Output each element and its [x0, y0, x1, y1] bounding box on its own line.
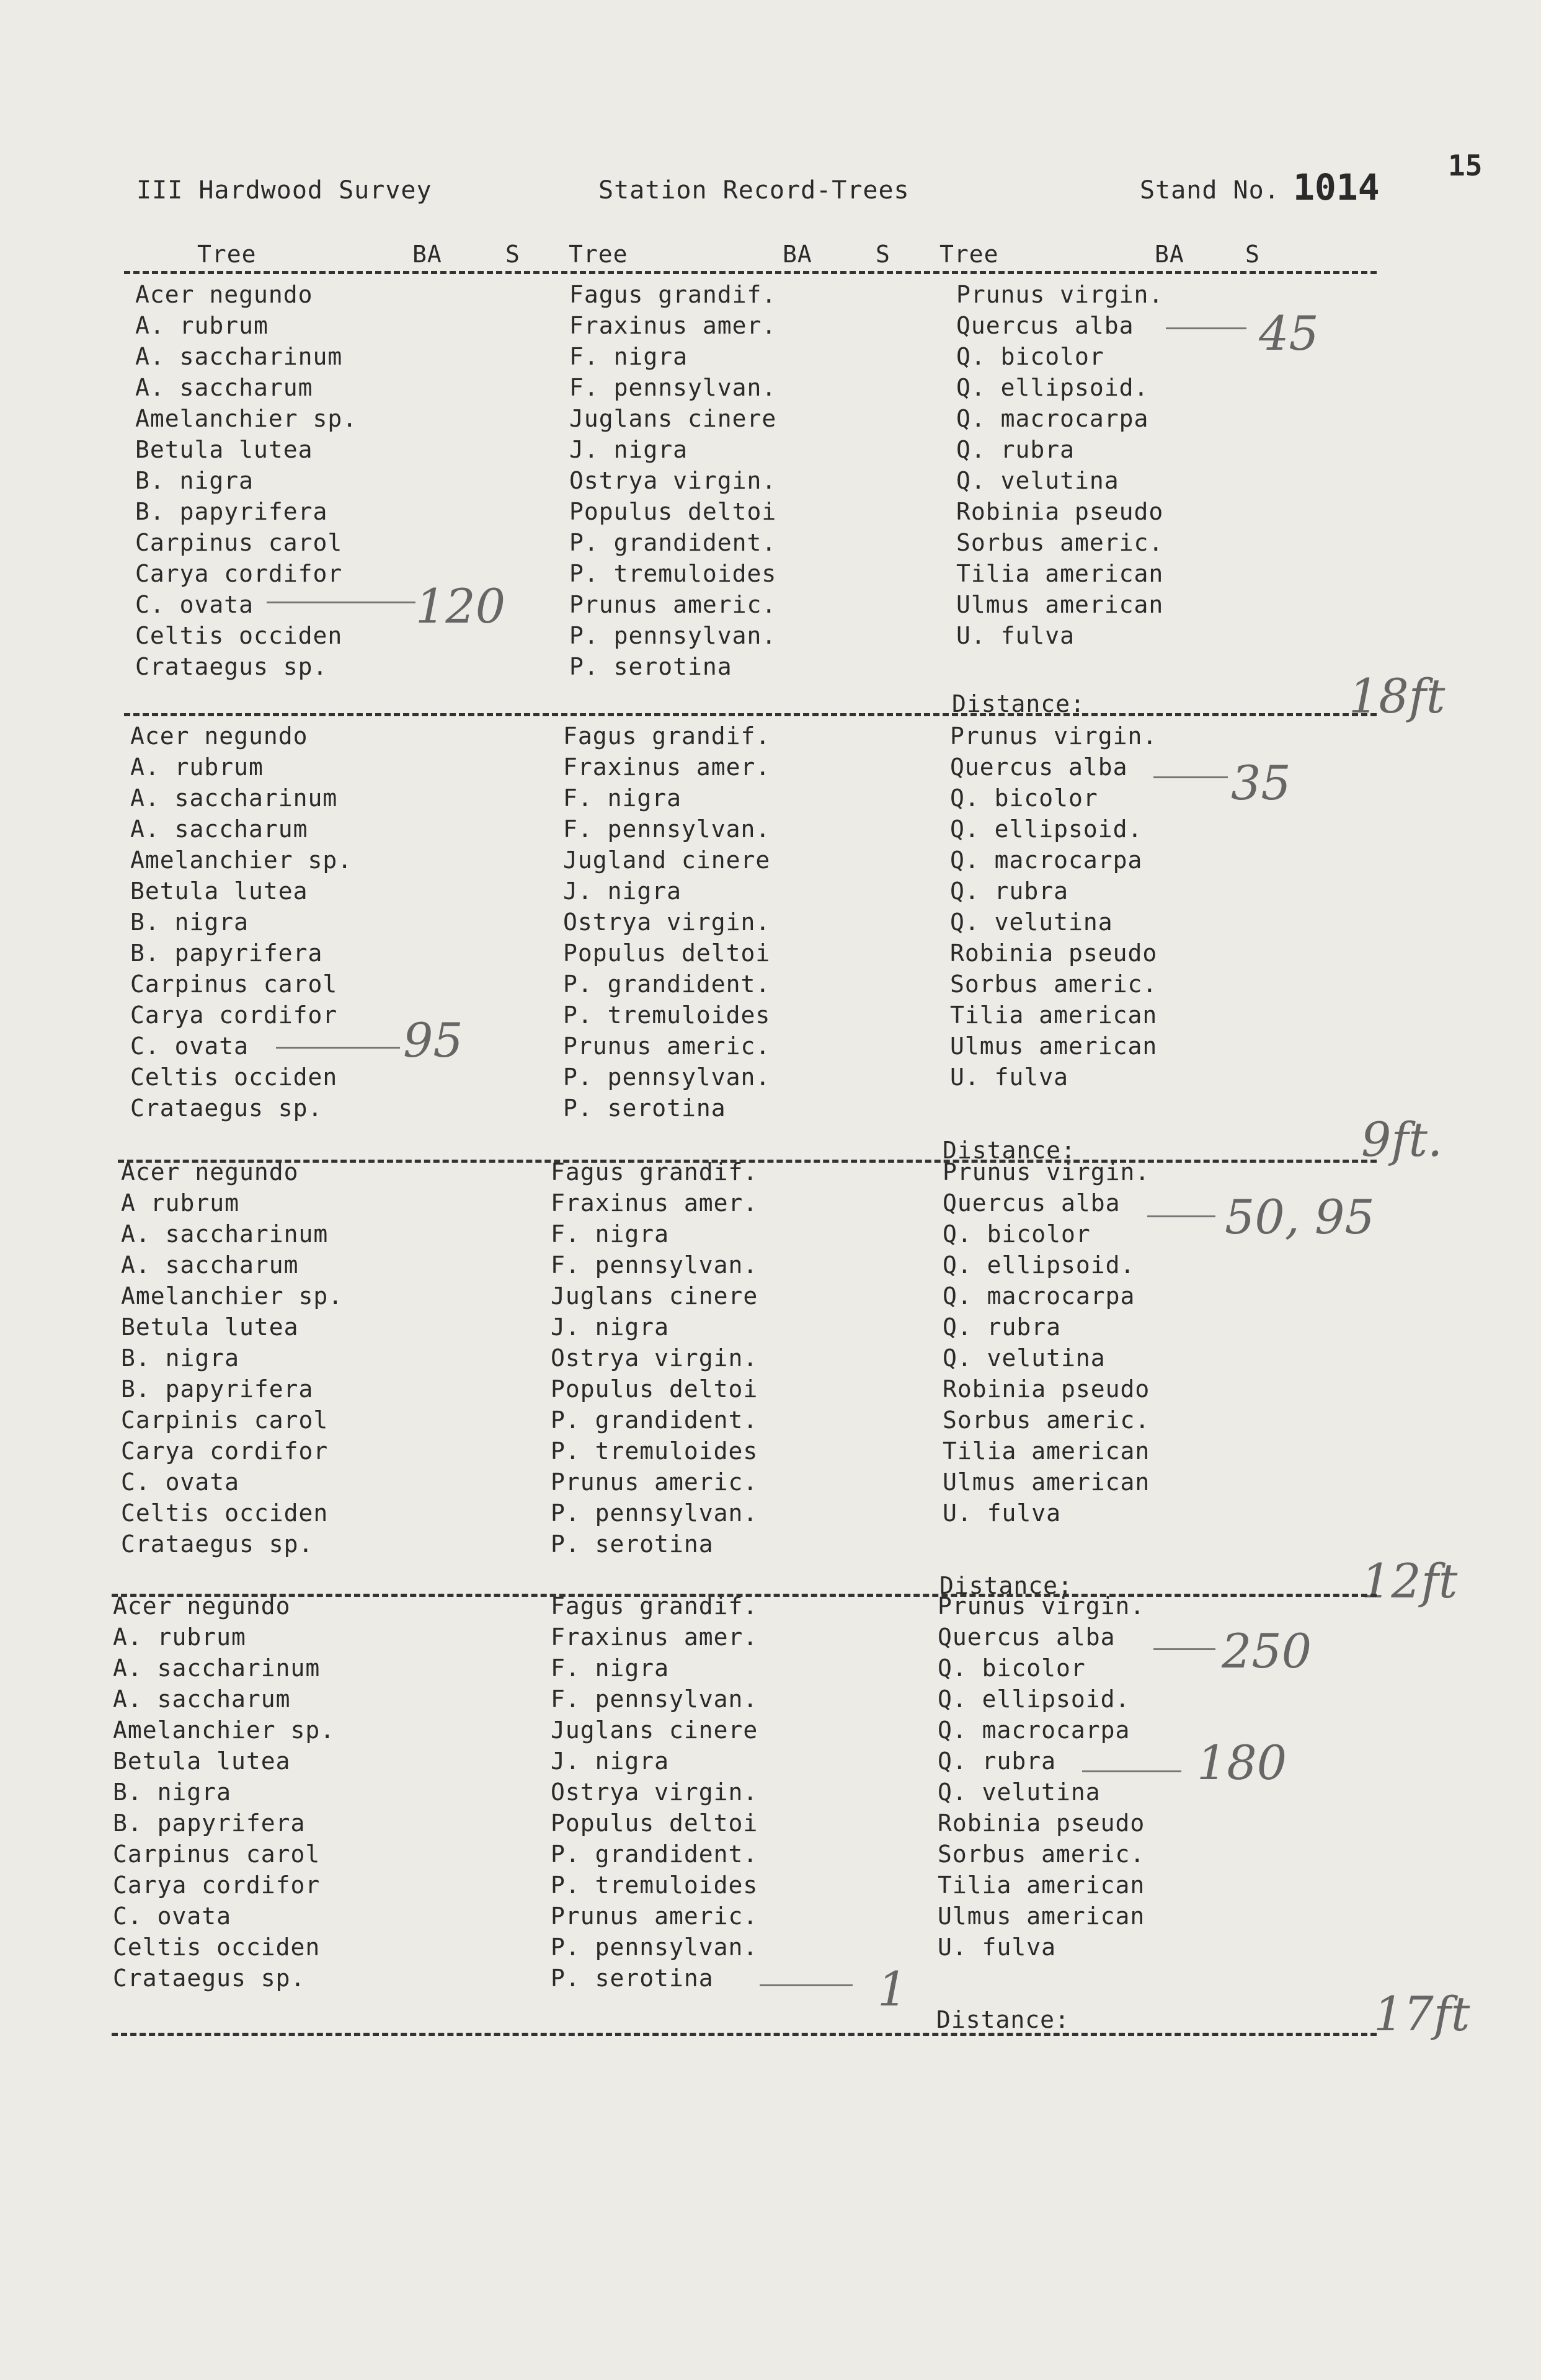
distance-label: Distance: — [952, 690, 1085, 717]
species-entry: Q. velutina — [950, 908, 1113, 936]
species-entry: Sorbus americ. — [956, 529, 1164, 556]
handwritten-value: 120 — [415, 579, 506, 634]
species-entry: Amelanchier sp. — [135, 405, 358, 432]
species-entry: P. pennsylvan. — [563, 1063, 771, 1091]
station-separator — [118, 1160, 1377, 1163]
distance-value: 17ft — [1374, 1986, 1470, 2041]
col1-tree-header: Tree — [197, 241, 257, 268]
species-entry: P. serotina — [563, 1095, 726, 1122]
col3-ba-header: BA — [1155, 241, 1184, 268]
annotation-line — [267, 602, 415, 603]
species-entry: Amelanchier sp. — [121, 1282, 344, 1310]
species-entry: J. nigra — [563, 877, 682, 905]
species-entry: Q. rubra — [943, 1313, 1062, 1341]
species-entry: F. nigra — [551, 1220, 670, 1248]
species-entry: Q. ellipsoid. — [938, 1685, 1130, 1713]
species-entry: F. pennsylvan. — [563, 815, 771, 843]
species-entry: B. papyrifera — [121, 1375, 314, 1403]
species-entry: U. fulva — [943, 1499, 1062, 1527]
species-entry: Populus deltoi — [551, 1375, 758, 1403]
handwritten-value: 50, 95 — [1225, 1189, 1375, 1245]
species-entry: Q. bicolor — [943, 1220, 1091, 1248]
record-title: Station Record-Trees — [598, 176, 910, 205]
species-entry: P. grandident. — [563, 970, 771, 998]
species-entry: Betula lutea — [121, 1313, 299, 1341]
species-entry: Ulmus american — [943, 1468, 1150, 1496]
station-separator — [124, 713, 1377, 716]
species-entry: Q. ellipsoid. — [943, 1251, 1135, 1279]
stand-number-overprint: 15 — [1448, 149, 1483, 182]
species-entry: Carya cordifor — [121, 1437, 329, 1465]
species-entry: Robinia pseudo — [938, 1809, 1145, 1837]
col1-s-header: S — [505, 241, 520, 268]
species-entry: Q. macrocarpa — [956, 405, 1149, 432]
distance-label: Distance: — [936, 2006, 1070, 2033]
species-entry: Celtis occiden — [135, 622, 343, 649]
species-entry: F. nigra — [569, 343, 688, 370]
species-entry: A. saccharinum — [113, 1654, 321, 1682]
species-entry: Q. rubra — [956, 436, 1075, 463]
species-entry: B. papyrifera — [113, 1809, 306, 1837]
species-entry: P. pennsylvan. — [569, 622, 777, 649]
species-entry: Sorbus americ. — [950, 970, 1158, 998]
species-entry: B. papyrifera — [130, 939, 323, 967]
species-entry: B. papyrifera — [135, 498, 328, 525]
species-entry: Q. velutina — [943, 1344, 1106, 1372]
distance-label: Distance: — [939, 1572, 1073, 1599]
species-entry: Sorbus americ. — [938, 1841, 1145, 1868]
species-entry: P. grandident. — [551, 1406, 758, 1434]
species-entry: Tilia american — [938, 1872, 1145, 1899]
col2-tree-header: Tree — [569, 241, 628, 268]
header-separator — [124, 271, 1377, 274]
species-entry: Carya cordifor — [130, 1001, 338, 1029]
species-entry: Q. ellipsoid. — [950, 815, 1143, 843]
station-separator — [112, 2033, 1377, 2036]
species-entry: Acer negundo — [130, 722, 308, 750]
species-entry: Ulmus american — [956, 591, 1164, 618]
species-entry: Q. rubra — [950, 877, 1069, 905]
species-entry: P. pennsylvan. — [551, 1934, 758, 1961]
species-entry: Q. ellipsoid. — [956, 374, 1149, 401]
species-entry: Carya cordifor — [135, 560, 343, 587]
species-entry: Q. rubra — [938, 1747, 1057, 1775]
species-entry: Ostrya virgin. — [569, 467, 777, 494]
species-entry: Jugland cinere — [563, 846, 771, 874]
species-entry: Q. macrocarpa — [943, 1282, 1135, 1310]
species-entry: Prunus virgin. — [938, 1592, 1145, 1620]
species-entry: U. fulva — [956, 622, 1075, 649]
species-entry: A. saccharum — [121, 1251, 299, 1279]
species-entry: Ulmus american — [938, 1903, 1145, 1930]
species-entry: Prunus americ. — [563, 1032, 771, 1060]
species-entry: Betula lutea — [113, 1747, 291, 1775]
distance-value: 9ft. — [1361, 1112, 1443, 1167]
species-entry: Amelanchier sp. — [130, 846, 353, 874]
distance-label: Distance: — [943, 1137, 1076, 1164]
species-entry: Ostrya virgin. — [551, 1344, 758, 1372]
handwritten-value: 95 — [403, 1013, 463, 1068]
species-entry: A. rubrum — [113, 1623, 246, 1651]
species-entry: Prunus virgin. — [950, 722, 1158, 750]
species-entry: Ostrya virgin. — [551, 1778, 758, 1806]
annotation-line — [1147, 1215, 1215, 1217]
species-entry: Fraxinus amer. — [563, 753, 771, 781]
species-entry: Robinia pseudo — [950, 939, 1158, 967]
species-entry: P. serotina — [569, 653, 732, 680]
species-entry: Populus deltoi — [563, 939, 771, 967]
species-entry: Quercus alba — [956, 312, 1134, 339]
species-entry: Crataegus sp. — [130, 1095, 323, 1122]
species-entry: A. saccharinum — [121, 1220, 329, 1248]
handwritten-value: 45 — [1259, 306, 1319, 361]
annotation-line — [1082, 1770, 1181, 1772]
species-entry: Robinia pseudo — [943, 1375, 1150, 1403]
species-entry: Robinia pseudo — [956, 498, 1164, 525]
species-entry: F. pennsylvan. — [569, 374, 777, 401]
species-entry: Q. macrocarpa — [950, 846, 1143, 874]
species-entry: B. nigra — [135, 467, 254, 494]
species-entry: Betula lutea — [130, 877, 308, 905]
survey-title: III Hardwood Survey — [136, 176, 432, 205]
species-entry: Quercus alba — [950, 753, 1128, 781]
species-entry: Fagus grandif. — [551, 1158, 758, 1186]
species-entry: Juglans cinere — [551, 1282, 758, 1310]
species-entry: Acer negundo — [121, 1158, 299, 1186]
species-entry: Carya cordifor — [113, 1872, 321, 1899]
col1-ba-header: BA — [412, 241, 442, 268]
species-entry: A. saccharum — [113, 1685, 291, 1713]
species-entry: Tilia american — [943, 1437, 1150, 1465]
species-entry: Celtis occiden — [113, 1934, 321, 1961]
species-entry: Prunus americ. — [551, 1903, 758, 1930]
species-entry: Sorbus americ. — [943, 1406, 1150, 1434]
species-entry: F. pennsylvan. — [551, 1685, 758, 1713]
species-entry: B. nigra — [121, 1344, 240, 1372]
species-entry: P. tremuloides — [551, 1437, 758, 1465]
species-entry: J. nigra — [551, 1747, 670, 1775]
handwritten-value: 35 — [1231, 755, 1291, 810]
species-entry: Quercus alba — [938, 1623, 1116, 1651]
species-entry: Fraxinus amer. — [569, 312, 777, 339]
species-entry: Juglans cinere — [551, 1716, 758, 1744]
species-entry: P. pennsylvan. — [551, 1499, 758, 1527]
species-entry: Acer negundo — [113, 1592, 291, 1620]
species-entry: C. ovata — [121, 1468, 240, 1496]
species-entry: Fraxinus amer. — [551, 1623, 758, 1651]
species-entry: J. nigra — [569, 436, 688, 463]
species-entry: Prunus americ. — [569, 591, 777, 618]
annotation-line — [276, 1047, 400, 1049]
species-entry: Quercus alba — [943, 1189, 1121, 1217]
species-entry: A. saccharum — [130, 815, 308, 843]
handwritten-value: 180 — [1197, 1735, 1287, 1790]
handwritten-value: 1 — [877, 1961, 908, 2017]
species-entry: A. rubrum — [135, 312, 269, 339]
species-entry: Q. bicolor — [938, 1654, 1086, 1682]
species-entry: Ulmus american — [950, 1032, 1158, 1060]
species-entry: Carpinus carol — [135, 529, 343, 556]
species-entry: Prunus virgin. — [943, 1158, 1150, 1186]
species-entry: Crataegus sp. — [121, 1530, 314, 1558]
species-entry: P. grandident. — [551, 1841, 758, 1868]
distance-value: 18ft — [1349, 668, 1446, 724]
species-entry: Juglans cinere — [569, 405, 777, 432]
annotation-line — [1153, 1648, 1215, 1650]
species-entry: Fagus grandif. — [563, 722, 771, 750]
species-entry: Carpinus carol — [130, 970, 338, 998]
species-entry: Fraxinus amer. — [551, 1189, 758, 1217]
col3-tree-header: Tree — [939, 241, 999, 268]
species-entry: Ostrya virgin. — [563, 908, 771, 936]
species-entry: F. pennsylvan. — [551, 1251, 758, 1279]
col3-s-header: S — [1245, 241, 1260, 268]
annotation-line — [1153, 776, 1228, 778]
species-entry: F. nigra — [551, 1654, 670, 1682]
species-entry: P. serotina — [551, 1965, 714, 1992]
species-entry: Carpinus carol — [113, 1841, 321, 1868]
species-entry: P. tremuloides — [569, 560, 777, 587]
species-entry: Populus deltoi — [569, 498, 777, 525]
species-entry: Fagus grandif. — [569, 281, 777, 308]
species-entry: Populus deltoi — [551, 1809, 758, 1837]
species-entry: Q. velutina — [956, 467, 1119, 494]
species-entry: Crataegus sp. — [135, 653, 328, 680]
distance-value: 12ft — [1361, 1553, 1458, 1609]
species-entry: Celtis occiden — [121, 1499, 329, 1527]
species-entry: A rubrum — [121, 1189, 240, 1217]
species-entry: Tilia american — [956, 560, 1164, 587]
species-entry: U. fulva — [950, 1063, 1069, 1091]
species-entry: C. ovata — [135, 591, 254, 618]
station-separator — [112, 1594, 1377, 1597]
species-entry: Prunus virgin. — [956, 281, 1164, 308]
stand-number: 1014 — [1293, 166, 1380, 208]
species-entry: Q. macrocarpa — [938, 1716, 1130, 1744]
species-entry: F. nigra — [563, 784, 682, 812]
species-entry: A. saccharinum — [130, 784, 338, 812]
annotation-line — [760, 1984, 853, 1986]
species-entry: P. tremuloides — [563, 1001, 771, 1029]
handwritten-value: 250 — [1222, 1623, 1312, 1679]
species-entry: Acer negundo — [135, 281, 313, 308]
species-entry: Q. velutina — [938, 1778, 1101, 1806]
species-entry: P. grandident. — [569, 529, 777, 556]
species-entry: Celtis occiden — [130, 1063, 338, 1091]
species-entry: Q. bicolor — [950, 784, 1098, 812]
annotation-line — [1166, 327, 1246, 329]
species-entry: Fagus grandif. — [551, 1592, 758, 1620]
species-entry: P. serotina — [551, 1530, 714, 1558]
species-entry: Prunus americ. — [551, 1468, 758, 1496]
species-entry: Betula lutea — [135, 436, 313, 463]
species-entry: A. saccharum — [135, 374, 313, 401]
species-entry: Amelanchier sp. — [113, 1716, 335, 1744]
species-entry: Carpinis carol — [121, 1406, 329, 1434]
species-entry: Tilia american — [950, 1001, 1158, 1029]
species-entry: Crataegus sp. — [113, 1965, 306, 1992]
species-entry: A. saccharinum — [135, 343, 343, 370]
species-entry: C. ovata — [113, 1903, 232, 1930]
species-entry: B. nigra — [130, 908, 249, 936]
species-entry: J. nigra — [551, 1313, 670, 1341]
species-entry: Q. bicolor — [956, 343, 1104, 370]
species-entry: A. rubrum — [130, 753, 264, 781]
species-entry: C. ovata — [130, 1032, 249, 1060]
species-entry: U. fulva — [938, 1934, 1057, 1961]
species-entry: B. nigra — [113, 1778, 232, 1806]
col2-s-header: S — [876, 241, 890, 268]
stand-label: Stand No. — [1140, 176, 1280, 205]
col2-ba-header: BA — [783, 241, 812, 268]
species-entry: P. tremuloides — [551, 1872, 758, 1899]
